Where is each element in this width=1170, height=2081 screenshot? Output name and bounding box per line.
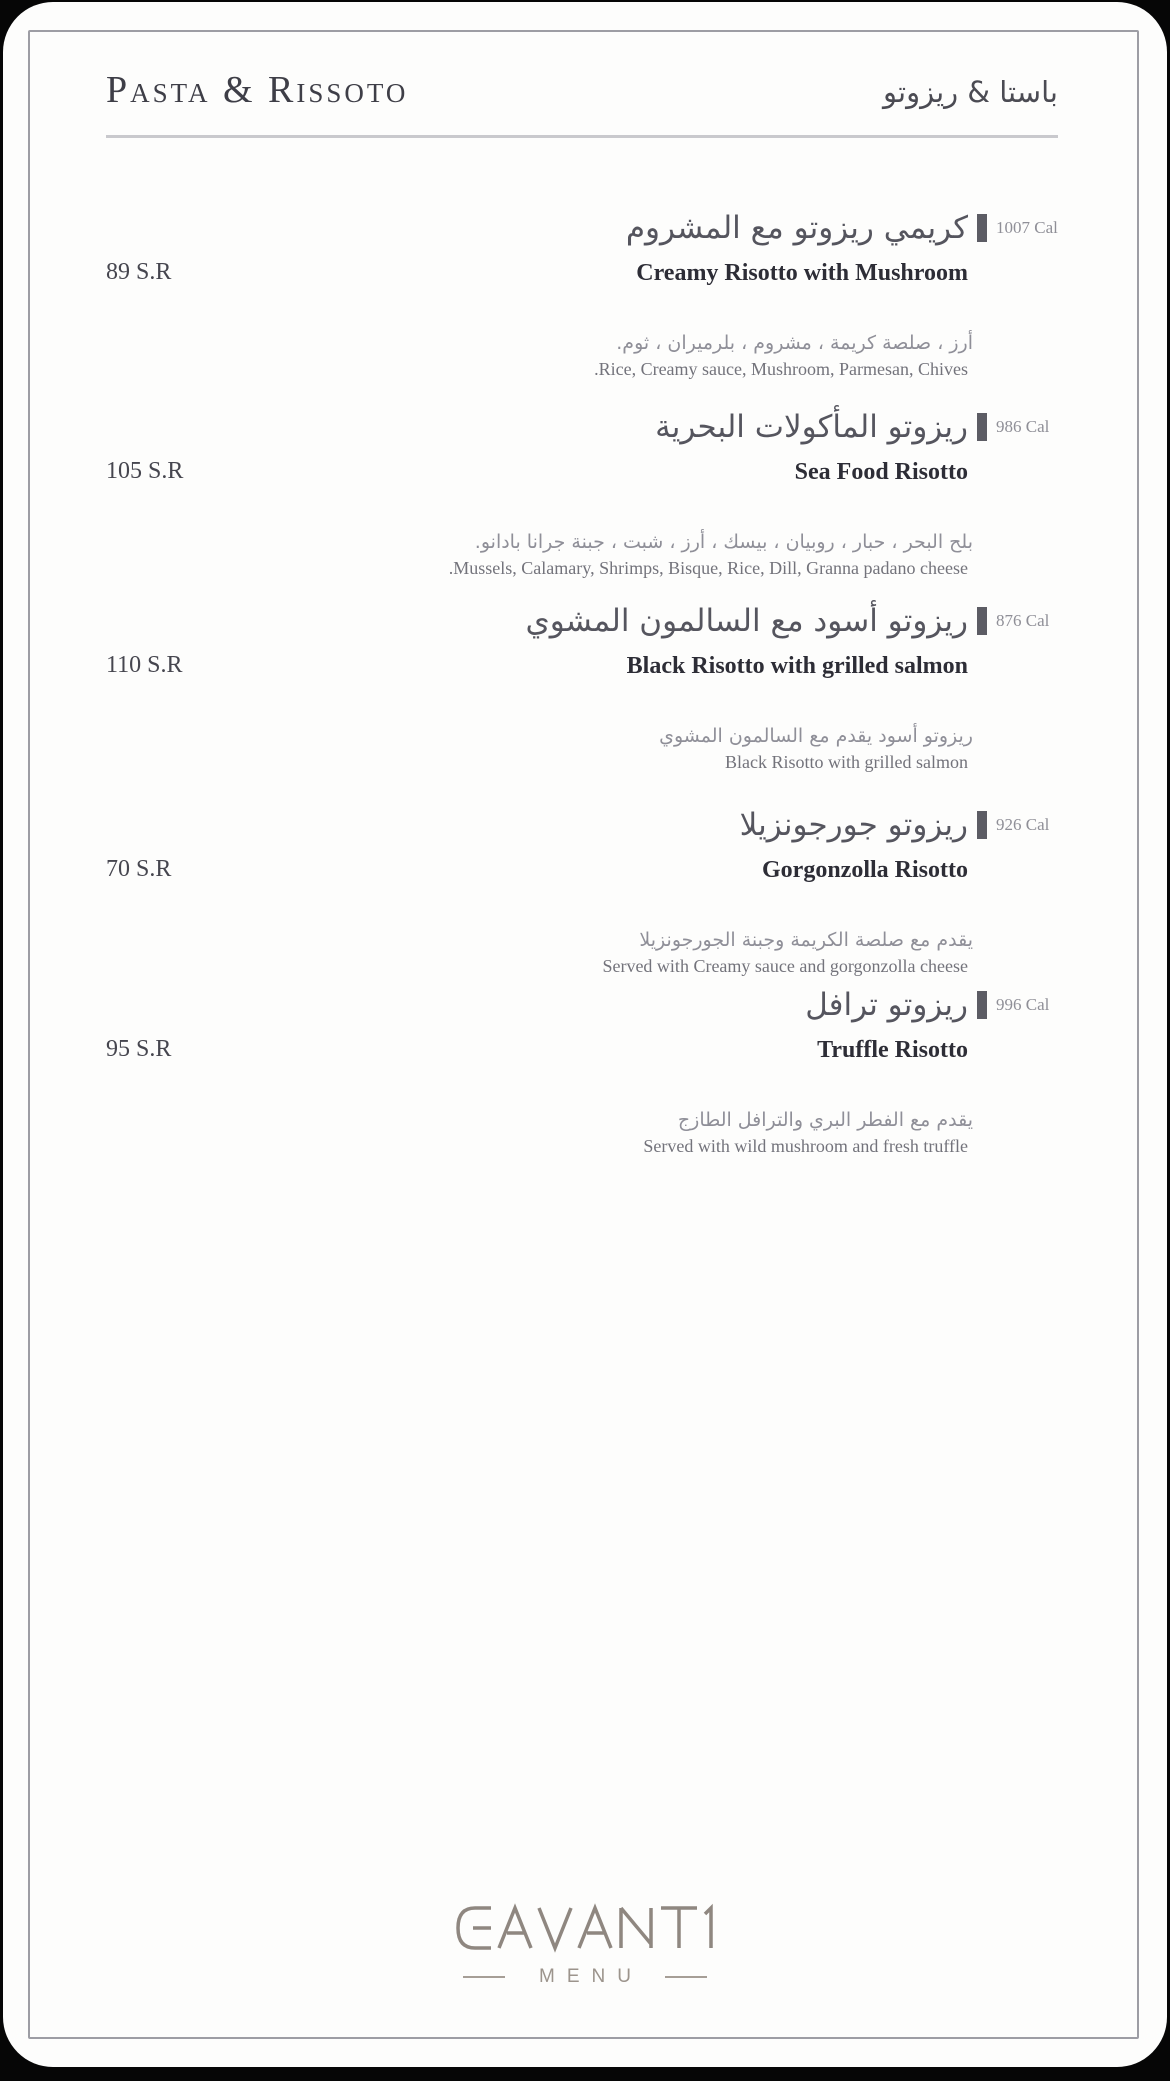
menu-item-truffle-risotto <box>106 982 1069 1158</box>
dish-name-english: Creamy Risotto with Mushroom <box>636 260 968 286</box>
calorie-badge <box>968 991 1069 1019</box>
menu-item-creamy-risotto <box>106 205 1069 381</box>
dish-name-arabic: ريزوتو أسود مع السالمون المشوي <box>525 603 968 639</box>
menu-caption-row <box>463 1966 707 1988</box>
dish-name-english: Black Risotto with grilled salmon <box>626 653 968 679</box>
dish-description-english: Black Risotto with grilled salmon <box>725 752 968 772</box>
price-label: 110 S.R <box>106 652 183 678</box>
dish-name-english: Sea Food Risotto <box>794 459 968 485</box>
dish-description-arabic: يقدم مع صلصة الكريمة وجبنة الجورجونزيلا <box>639 929 973 951</box>
calorie-bar-icon <box>977 811 987 839</box>
calorie-badge <box>968 214 1069 242</box>
calorie-value: 876 Cal <box>996 611 1050 630</box>
dish-title-row <box>106 982 1069 1028</box>
calorie-value: 996 Cal <box>996 995 1050 1014</box>
price-label: 95 S.R <box>106 1036 172 1062</box>
calorie-bar-icon <box>977 413 987 441</box>
menu-caption: MENU <box>539 1966 643 1987</box>
dish-description-arabic: أرز ، صلصة كريمة ، مشروم ، بلرميران ، ثوم. <box>616 332 973 354</box>
calorie-badge <box>968 811 1069 839</box>
dash-right-icon <box>665 1976 707 1978</box>
dish-description-arabic: بلح البحر ، حبار ، روبيان ، بيسك ، أرز ، شبت ، جبنة جرانا بادانو. <box>474 531 973 553</box>
dish-name-arabic: ريزوتو المأكولات البحرية <box>655 409 968 445</box>
menu-item-gorgonzolla-risotto <box>106 802 1069 978</box>
calorie-bar-icon <box>977 607 987 635</box>
price-label: 70 S.R <box>106 856 172 882</box>
dish-description-english: .Mussels, Calamary, Shrimps, Bisque, Rice, Dill, Granna padano cheese <box>448 558 968 578</box>
dash-left-icon <box>463 1976 505 1978</box>
calorie-value: 986 Cal <box>996 417 1050 436</box>
section-header <box>106 68 1058 112</box>
dish-name-arabic: كريمي ريزوتو مع المشروم <box>625 210 968 246</box>
calorie-bar-icon <box>977 991 987 1019</box>
dish-description-english: .Rice, Creamy sauce, Mushroom, Parmesan, Chives <box>594 359 968 379</box>
footer-brand <box>3 1900 1167 1988</box>
page-title-arabic: باستا & ريزوتو <box>883 75 1058 109</box>
menu-card <box>3 2 1167 2067</box>
menu-item-black-risotto <box>106 598 1069 774</box>
dish-description-english: Served with Creamy sauce and gorgonzolla cheese <box>602 956 968 976</box>
dish-title-row <box>106 404 1069 450</box>
dish-description-arabic: ريزوتو أسود يقدم مع السالمون المشوي <box>659 725 973 747</box>
dish-title-row <box>106 598 1069 644</box>
dish-description-english: Served with wild mushroom and fresh truffle <box>643 1136 968 1156</box>
dish-name-arabic: ريزوتو ترافل <box>805 987 968 1023</box>
dish-name-english: Gorgonzolla Risotto <box>762 857 968 883</box>
davanti-logo-icon <box>447 1900 723 1956</box>
calorie-badge <box>968 413 1069 441</box>
calorie-badge <box>968 607 1069 635</box>
header-divider <box>106 135 1058 138</box>
dish-title-row <box>106 802 1069 848</box>
page-title: Pasta & Rissoto <box>106 69 409 111</box>
dish-name-english: Truffle Risotto <box>817 1037 968 1063</box>
dish-name-arabic: ريزوتو جورجونزيلا <box>739 807 968 843</box>
dish-title-row <box>106 205 1069 251</box>
calorie-value: 926 Cal <box>996 815 1050 834</box>
price-label: 105 S.R <box>106 458 184 484</box>
dish-description-arabic: يقدم مع الفطر البري والترافل الطازج <box>677 1109 973 1131</box>
price-label: 89 S.R <box>106 259 172 285</box>
calorie-bar-icon <box>977 214 987 242</box>
menu-item-seafood-risotto <box>106 404 1069 580</box>
calorie-value: 1007 Cal <box>996 218 1058 237</box>
